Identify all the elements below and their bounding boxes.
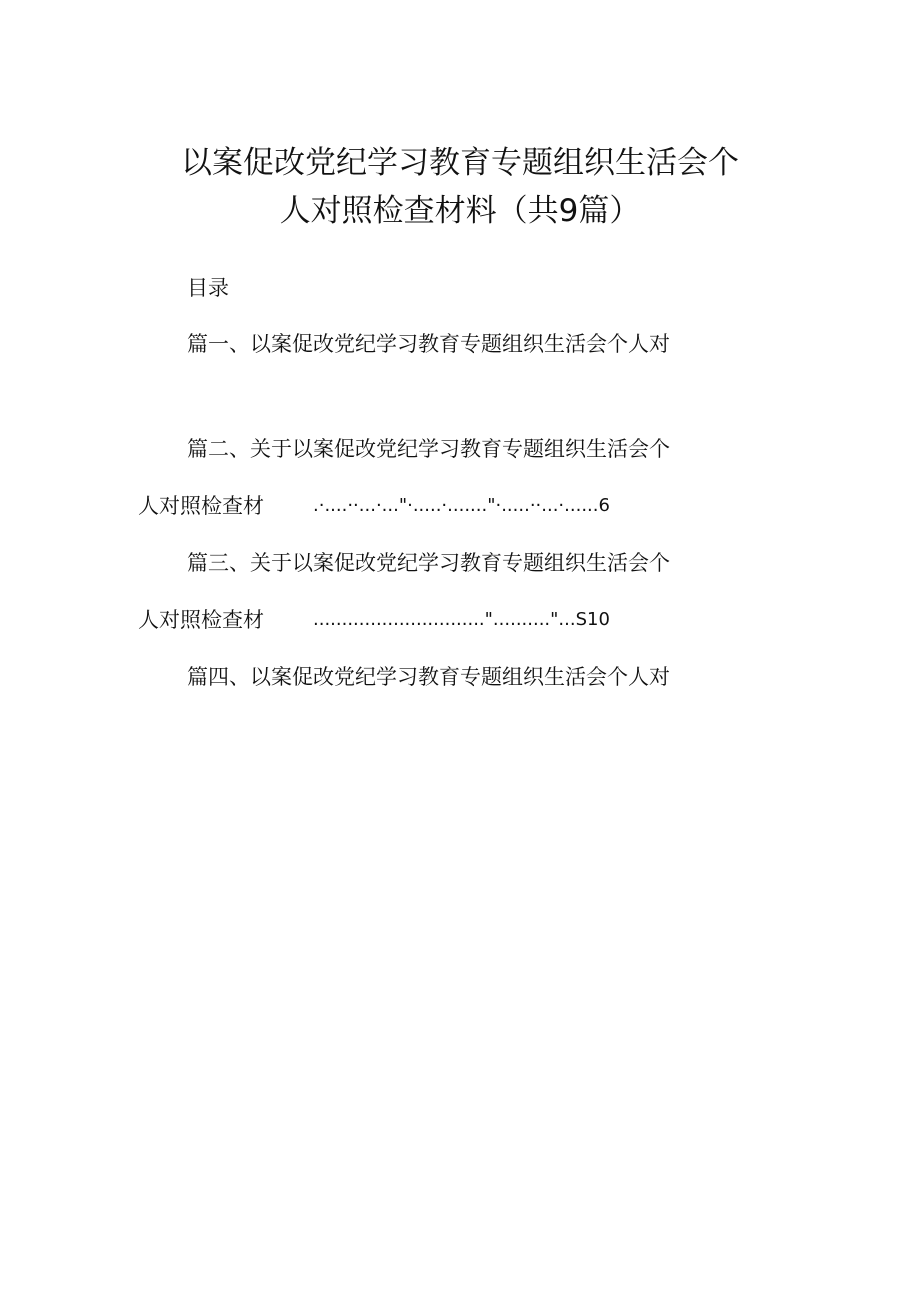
toc-entry-2-continuation: 人对照检查材 <box>138 494 264 518</box>
toc-entry-4: 篇四、以案促改党纪学习教育专题组织生活会个人对 <box>187 665 670 689</box>
toc-entry-3: 篇三、关于以案促改党纪学习教育专题组织生活会个 <box>187 551 670 575</box>
toc-entry-3-leader: ..............................".........."...S10 <box>313 609 610 630</box>
toc-entry-3-continuation: 人对照检查材 <box>138 608 264 632</box>
toc-entry-2: 篇二、关于以案促改党纪学习教育专题组织生活会个 <box>187 437 670 461</box>
document-title-line-1: 以案促改党纪学习教育专题组织生活会个 <box>181 145 739 181</box>
document-title-line-2: 人对照检查材料（共9篇） <box>279 193 641 229</box>
toc-entry-2-leader: .·....··...·..."·.....·......."·.....··...·......6 <box>313 495 610 516</box>
toc-entry-1: 篇一、以案促改党纪学习教育专题组织生活会个人对 <box>187 332 670 356</box>
toc-heading: 目录 <box>187 276 229 300</box>
